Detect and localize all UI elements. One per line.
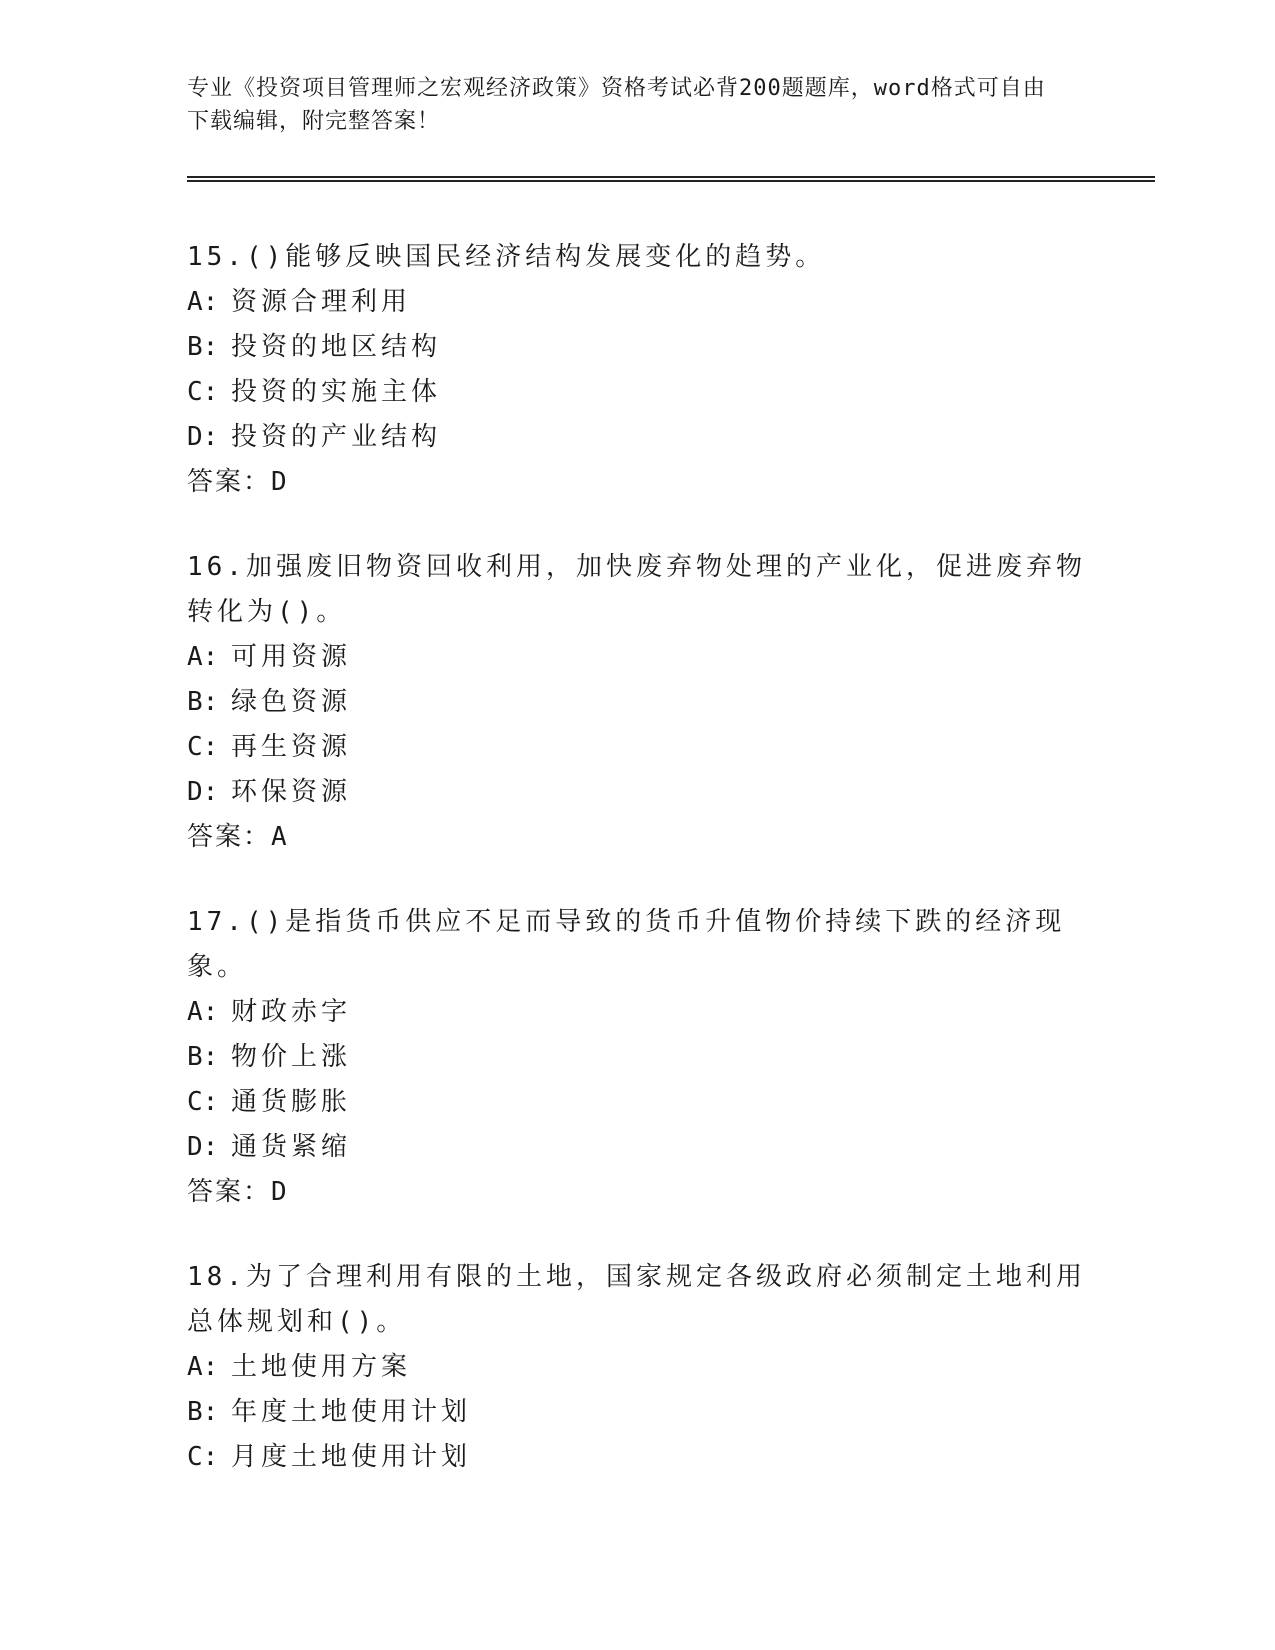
question-15 <box>187 235 1087 505</box>
option-key: C: <box>187 732 219 762</box>
option-text: 财政赤字 <box>231 997 352 1027</box>
option-text: 年度土地使用计划 <box>231 1397 472 1427</box>
option-text: 通货膨胀 <box>231 1087 352 1117</box>
option-key: A: <box>187 642 219 672</box>
option-text: 土地使用方案 <box>231 1352 412 1382</box>
question-17 <box>187 900 1087 1215</box>
option-b <box>187 680 1087 725</box>
option-a <box>187 990 1087 1035</box>
answer-line: 答案：D <box>187 1177 289 1207</box>
option-text: 资源合理利用 <box>231 287 412 317</box>
question-16 <box>187 545 1087 860</box>
question-stem: 18.为了合理利用有限的土地，国家规定各级政府必须制定土地利用总体规划和()。 <box>187 1262 1086 1337</box>
option-key: B: <box>187 1042 219 1072</box>
option-c <box>187 725 1087 770</box>
option-c <box>187 1080 1087 1125</box>
document-header: 专业《投资项目管理师之宏观经济政策》资格考试必背200题题库，word格式可自由下载编辑，附完整答案！ <box>187 76 1046 134</box>
option-text: 可用资源 <box>231 642 352 672</box>
question-list <box>187 235 1087 1520</box>
question-stem: 16.加强废旧物资回收利用，加快废弃物处理的产业化，促进废弃物转化为()。 <box>187 552 1086 627</box>
option-key: C: <box>187 1087 219 1117</box>
option-key: A: <box>187 997 219 1027</box>
question-stem: 17.()是指货币供应不足而导致的货币升值物价持续下跌的经济现象。 <box>187 907 1066 982</box>
option-text: 再生资源 <box>231 732 352 762</box>
option-text: 环保资源 <box>231 777 352 807</box>
option-d <box>187 415 1087 460</box>
option-text: 投资的地区结构 <box>231 332 442 362</box>
option-a <box>187 280 1087 325</box>
option-text: 物价上涨 <box>231 1042 352 1072</box>
question-18 <box>187 1255 1087 1480</box>
option-key: D: <box>187 777 219 807</box>
answer-line: 答案：A <box>187 822 289 852</box>
option-b <box>187 1390 1087 1435</box>
option-key: B: <box>187 1397 219 1427</box>
option-key: C: <box>187 1442 219 1472</box>
option-key: D: <box>187 1132 219 1162</box>
option-key: B: <box>187 687 219 717</box>
option-text: 通货紧缩 <box>231 1132 352 1162</box>
option-c <box>187 370 1087 415</box>
answer-line: 答案：D <box>187 467 289 497</box>
question-stem: 15.()能够反映国民经济结构发展变化的趋势。 <box>187 242 826 272</box>
option-b <box>187 325 1087 370</box>
option-c <box>187 1435 1087 1480</box>
option-b <box>187 1035 1087 1080</box>
option-key: C: <box>187 377 219 407</box>
header-divider <box>187 176 1155 182</box>
option-d <box>187 1125 1087 1170</box>
option-d <box>187 770 1087 815</box>
option-text: 月度土地使用计划 <box>231 1442 472 1472</box>
option-text: 投资的产业结构 <box>231 422 442 452</box>
option-text: 投资的实施主体 <box>231 377 442 407</box>
option-a <box>187 635 1087 680</box>
option-key: A: <box>187 287 219 317</box>
option-text: 绿色资源 <box>231 687 352 717</box>
option-key: D: <box>187 422 219 452</box>
option-a <box>187 1345 1087 1390</box>
option-key: A: <box>187 1352 219 1382</box>
option-key: B: <box>187 332 219 362</box>
